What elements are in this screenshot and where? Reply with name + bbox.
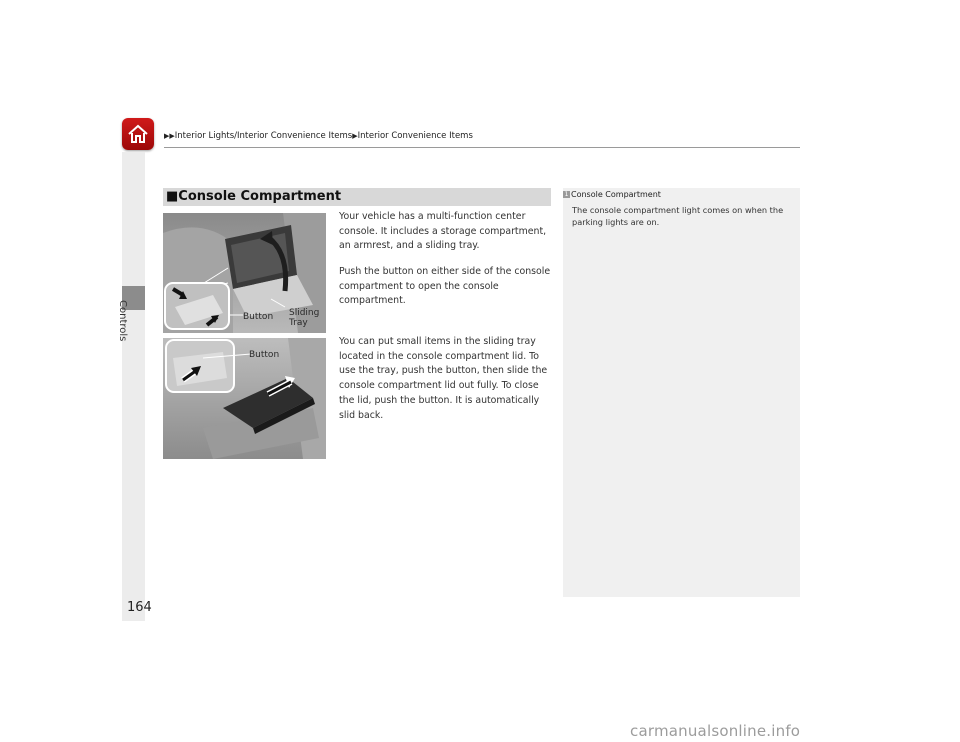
sidebar-strip-bottom (122, 310, 145, 621)
breadcrumb (164, 131, 473, 141)
body-paragraph-1: Your vehicle has a multi-function center console. It includes a storage compartment, an armrest, and a sliding tray. (339, 211, 547, 252)
figure2-button-label: Button (249, 350, 280, 360)
console-open-illustration (163, 213, 326, 333)
sidebar-strip-top (122, 152, 145, 286)
body-paragraph-3: You can put small items in the sliding tray located in the console compartment lid. To use the tray, push the button, then slide the console compartment lid out fully. To close the lid, push the button. It is automatically slid back. (339, 336, 548, 421)
breadcrumb-current: Interior Convenience Items (357, 131, 473, 141)
figure1-tray-label-line1: Sliding (289, 308, 320, 318)
watermark: carmanualsonline.info (630, 722, 801, 740)
section-title: ■Console Compartment (166, 189, 342, 204)
note-title: 1 Console Compartment (564, 190, 661, 199)
breadcrumb-arrow-icon: ▶ (352, 132, 358, 140)
home-button[interactable] (122, 118, 154, 150)
figure1-tray-label-line2: Tray (289, 318, 308, 328)
section-square-icon: ■ (166, 189, 179, 204)
breadcrumb-arrow-icon: ▶▶ (164, 132, 175, 140)
breadcrumb-link-interior-lights[interactable]: Interior Lights/Interior Convenience Items (174, 131, 353, 141)
note-text: The console compartment light comes on when the parking lights are on. (572, 205, 784, 227)
note-panel (563, 188, 800, 597)
sliding-tray-illustration (163, 338, 326, 459)
sidebar-section-label: Controls (117, 300, 128, 342)
home-icon (127, 124, 149, 144)
figure1-button-label: Button (243, 312, 274, 322)
page-number: 164 (127, 600, 152, 615)
note-marker-icon: 1 (564, 191, 569, 198)
body-paragraph-2: Push the button on either side of the console compartment to open the console compartment. (339, 266, 551, 307)
header-divider (164, 147, 800, 148)
